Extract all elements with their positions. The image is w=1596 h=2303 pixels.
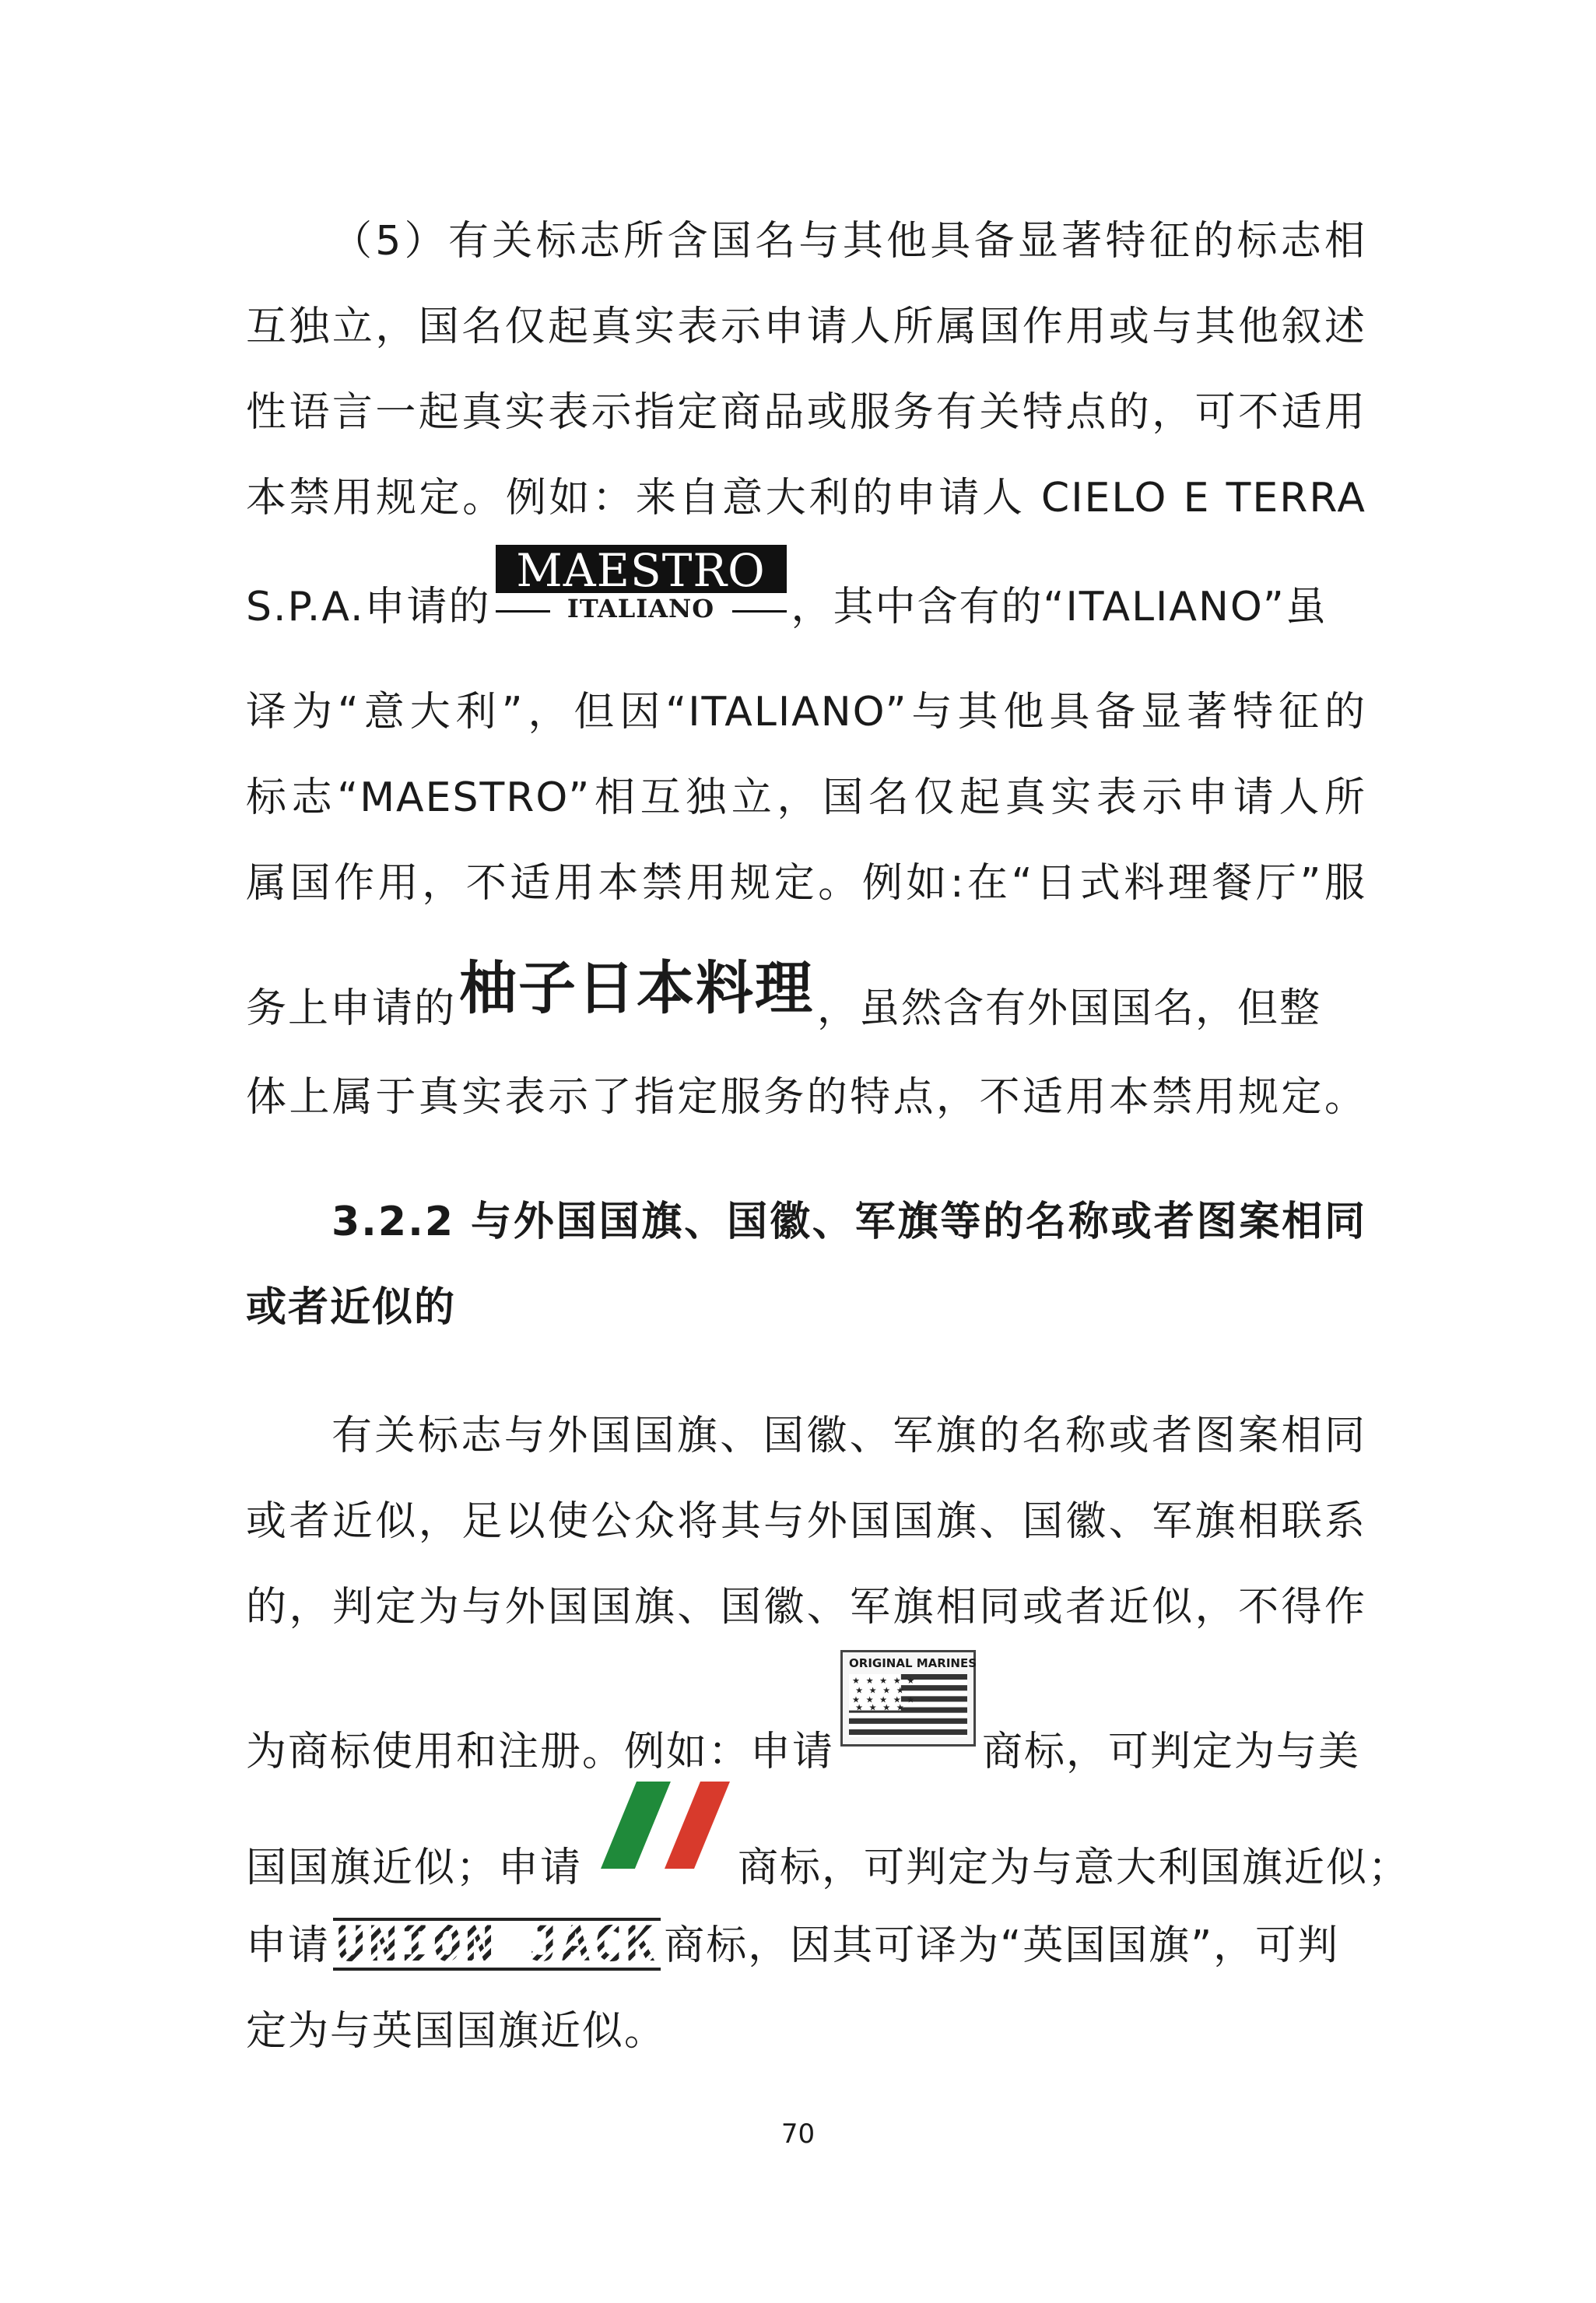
maestro-italiano-logo bbox=[496, 545, 787, 629]
page-number: 70 bbox=[780, 2119, 816, 2150]
para2-line-5-pre: 国国旗近似；申请 bbox=[246, 1845, 583, 1891]
para1-line-2: 互独立，国名仅起真实表示申请人所属国作用或与其他叙述 bbox=[246, 304, 1366, 350]
svg-text:★ ★ ★ ★: ★ ★ ★ ★ bbox=[855, 1685, 906, 1696]
svg-text:★ ★ ★ ★ ★: ★ ★ ★ ★ ★ bbox=[852, 1694, 917, 1705]
para2-line-4-pre: 为商标使用和注册。例如：申请 bbox=[246, 1729, 835, 1775]
union-jack-logo: UNION JACK bbox=[333, 1918, 661, 1971]
para1-line-3: 性语言一起真实表示指定商品或服务有关特点的，可不适用 bbox=[246, 389, 1366, 436]
para1-line-5-post: ，其中含有的“ITALIANO”虽 bbox=[791, 584, 1328, 630]
para1-line-1: （5）有关标志所含国名与其他具备显著特征的标志相 bbox=[331, 218, 1366, 265]
para2-line-5 bbox=[246, 1778, 1411, 1891]
para2-line-5-post: 商标，可判定为与意大利国旗近似； bbox=[738, 1845, 1411, 1891]
para1-line-8: 属国作用，不适用本禁用规定。例如:在“日式料理餐厅”服 bbox=[246, 860, 1366, 907]
para2-line-6-post: 商标，因其可译为“英国国旗”，可判 bbox=[664, 1922, 1340, 1969]
section-heading-line-1: 3.2.2 与外国国旗、国徽、军旗等的名称或者图案相同 bbox=[331, 1199, 1366, 1245]
maestro-logo-top: MAESTRO bbox=[496, 545, 787, 593]
maestro-logo-bottom: ITALIANO bbox=[496, 593, 787, 624]
para2-line-7: 定为与英国国旗近似。 bbox=[246, 2008, 667, 2055]
italian-flag-stripes-icon bbox=[590, 1778, 730, 1870]
para2-line-6 bbox=[246, 1915, 1366, 1977]
original-marines-logo bbox=[840, 1650, 976, 1747]
para2-line-3: 的，判定为与外国国旗、国徽、军旗相同或者近似，不得作 bbox=[246, 1584, 1366, 1631]
para1-line-10: 体上属于真实表示了指定服务的特点，不适用本禁用规定。 bbox=[246, 1074, 1366, 1121]
us-flag-icon bbox=[849, 1674, 967, 1737]
para1-line-9-post: ，虽然含有外国国名，但整 bbox=[817, 985, 1322, 1032]
yuzu-logo: 柚子日本料理 bbox=[459, 955, 815, 1022]
para1-line-9 bbox=[246, 942, 1366, 1035]
original-marines-caption: ORIGINAL MARINES bbox=[849, 1656, 977, 1670]
para2-line-2: 或者近似，足以使公众将其与外国国旗、国徽、军旗相联系 bbox=[246, 1498, 1366, 1545]
para1-line-5-pre: S.P.A.申请的 bbox=[246, 584, 491, 630]
svg-text:★ ★ ★ ★: ★ ★ ★ ★ bbox=[855, 1702, 906, 1713]
para2-line-1: 有关标志与外国国旗、国徽、军旗的名称或者图案相同 bbox=[331, 1413, 1366, 1459]
para1-line-6: 译为“意大利”，但因“ITALIANO”与其他具备显著特征的 bbox=[246, 689, 1366, 735]
para2-line-6-pre: 申请 bbox=[246, 1922, 331, 1969]
para1-line-4: 本禁用规定。例如：来自意大利的申请人 CIELO E TERRA bbox=[246, 475, 1366, 521]
para2-line-4-post: 商标，可判定为与美 bbox=[982, 1729, 1361, 1775]
para1-line-7: 标志“MAESTRO”相互独立，国名仅起真实表示申请人所 bbox=[246, 774, 1366, 821]
para1-line-9-pre: 务上申请的 bbox=[246, 985, 457, 1032]
para1-line-5 bbox=[246, 545, 1366, 646]
section-heading-line-2: 或者近似的 bbox=[246, 1284, 457, 1331]
svg-text:★ ★ ★ ★ ★: ★ ★ ★ ★ ★ bbox=[852, 1676, 917, 1687]
para2-line-4 bbox=[246, 1650, 1366, 1775]
